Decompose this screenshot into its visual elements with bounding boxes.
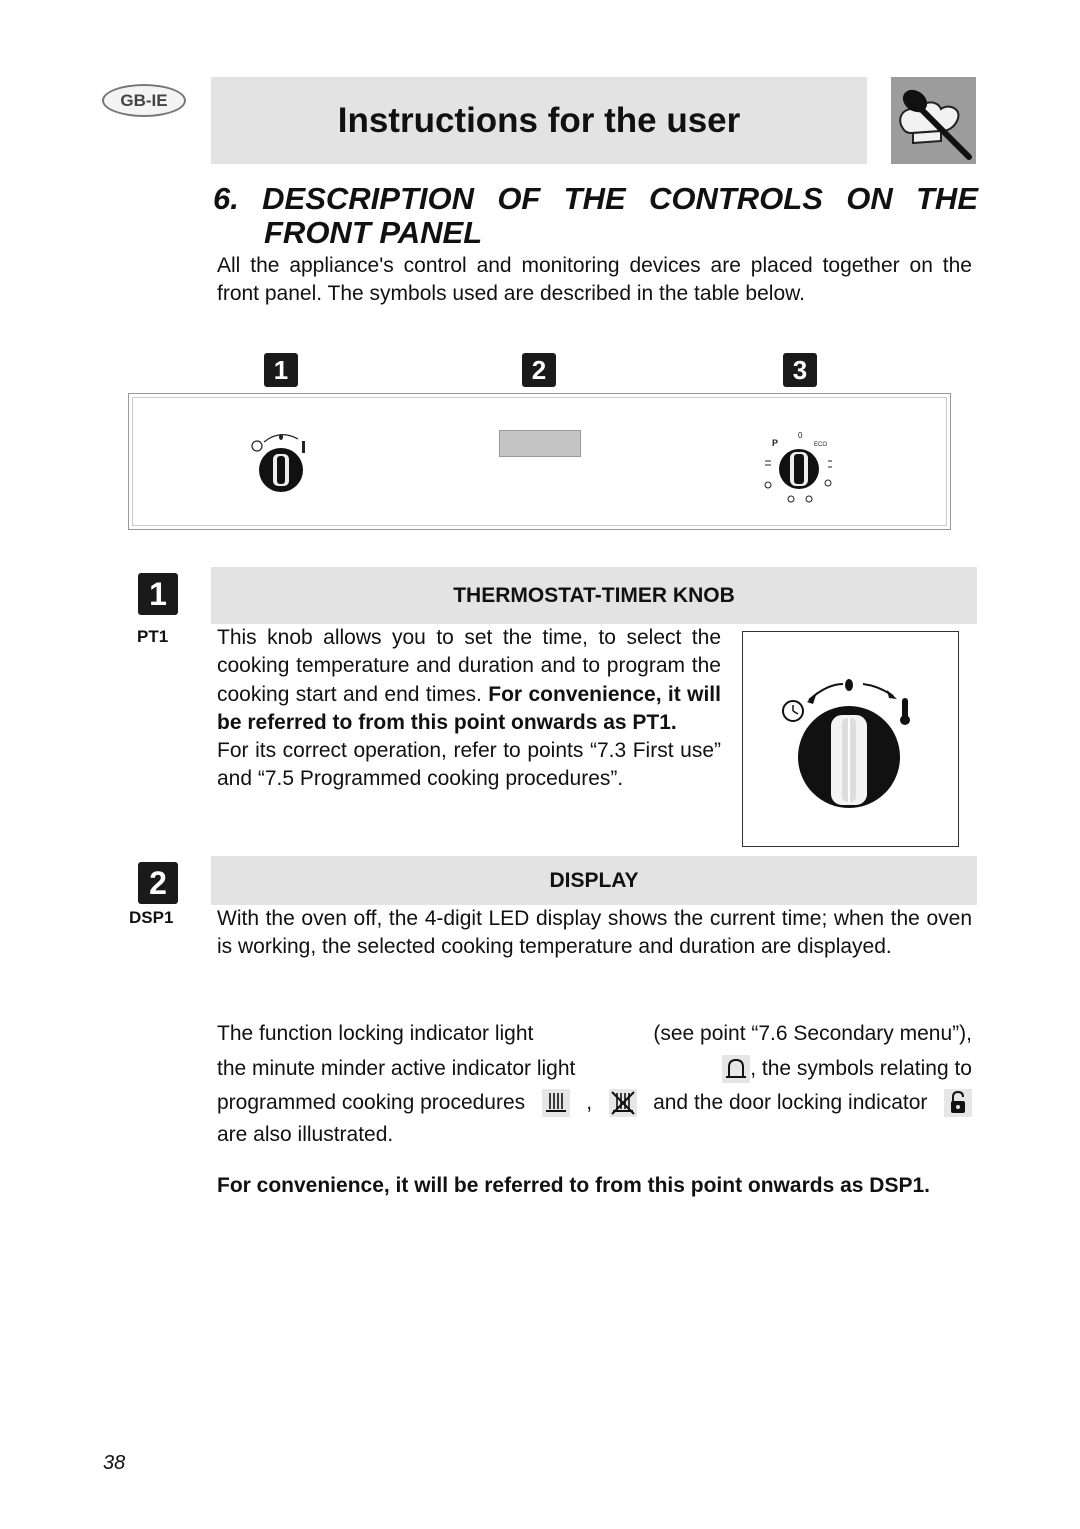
heading-display: DISPLAY [549, 868, 639, 892]
chef-spoon-icon [891, 77, 976, 164]
item-number-1: 1 [138, 573, 178, 615]
panel-knob-functions [758, 425, 848, 510]
display-indicators-text: The function locking indicator light (see point “7.6 Secondary menu”), the minute minder active indicator light , the symbols relating to programmed cooking procedures , and the door locking indicator are also illustrated. [217, 1022, 972, 1146]
svg-text:P: P [772, 438, 779, 448]
item-code-dsp1: DSP1 [129, 908, 174, 927]
display-description: With the oven off, the 4-digit LED display shows the current time; when the oven is working, the selected cooking temperature and duration are displayed. [217, 907, 972, 959]
marker-1: 1 [264, 353, 298, 387]
item-code-pt1: PT1 [137, 627, 169, 646]
item-number-2: 2 [138, 862, 178, 904]
header-bar [211, 77, 867, 164]
heading-thermostat-timer: THERMOSTAT-TIMER KNOB [453, 583, 735, 607]
knob-description: This knob allows you to set the time, to select the cooking temperature and duration and to program the cooking start and end times. For convenience, it will be referred to from this point onwards as PT1. For its correct operation, refer to points “7.3 First use” and “7.5 Programmed cooking procedures”. [217, 626, 721, 791]
programmed-cooking-icon [542, 1089, 570, 1117]
panel-display [499, 430, 581, 457]
page-number: 38 [103, 1452, 126, 1474]
section-intro: All the appliance's control and monitoring devices are placed together on the front panel. The symbols used are described in the table below. [217, 254, 972, 306]
marker-3: 3 [783, 353, 817, 387]
section-number: 6. [213, 181, 239, 216]
svg-text:ECO: ECO [814, 442, 828, 448]
door-lock-icon [944, 1089, 972, 1117]
chef-logo [891, 77, 976, 164]
panel-knob-pt1 [240, 425, 320, 505]
programmed-cooking-end-icon [609, 1089, 637, 1117]
page-title: Instructions for the user [337, 100, 741, 140]
minute-minder-icon [722, 1055, 750, 1083]
svg-text:0: 0 [798, 431, 803, 440]
knob-figure [742, 631, 959, 847]
heading-bar-knob [211, 567, 977, 624]
language-badge: GB-IE [102, 84, 186, 117]
section-title: 6. DESCRIPTION OF THE CONTROLS ON THE FRONT PANEL [213, 181, 978, 250]
heading-bar-display [211, 856, 977, 905]
thermostat-knob-icon [743, 632, 958, 846]
display-convenience-note: For convenience, it will be referred to from this point onwards as DSP1. [217, 1174, 930, 1197]
marker-2: 2 [522, 353, 556, 387]
